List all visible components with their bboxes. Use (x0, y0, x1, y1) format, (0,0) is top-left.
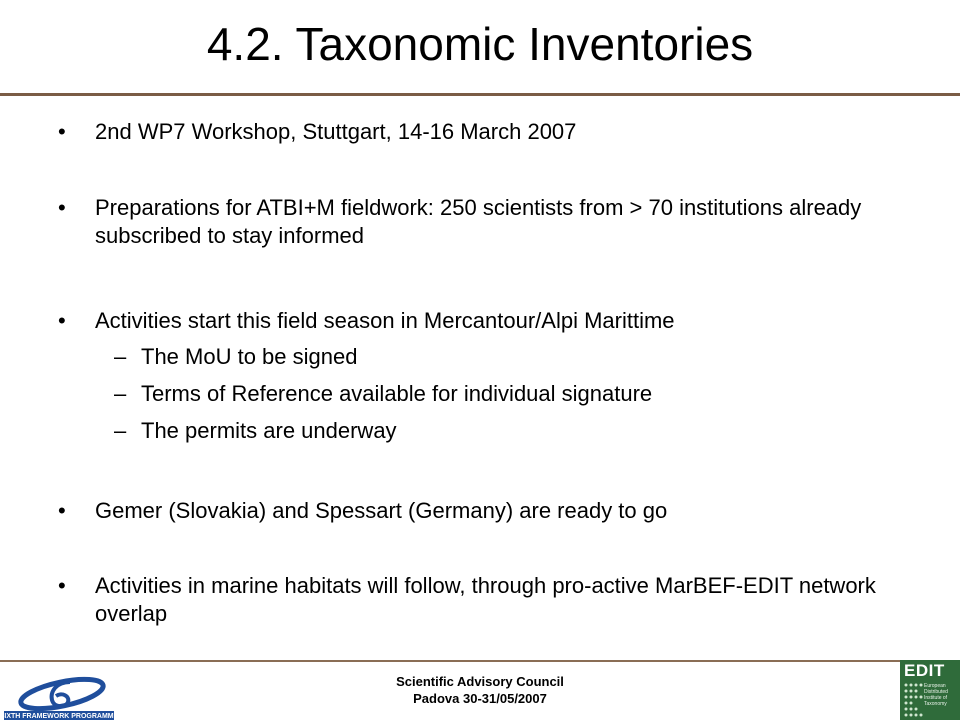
edit-line: Taxonomy (924, 701, 947, 707)
bullet-glyph: • (58, 195, 66, 220)
bullet-glyph: • (58, 573, 66, 598)
footer-divider (0, 660, 960, 662)
edit-line: Distributed (924, 689, 948, 695)
bullet-text: Preparations for ATBI+M fieldwork: 250 scientists from > 70 institutions already subscribed to stay informed (95, 195, 862, 248)
edit-logo-subtitle (924, 683, 959, 707)
footer-line-1: Scientific Advisory Council (396, 674, 564, 689)
sub-bullet-text: Terms of Reference available for individual signature (141, 381, 653, 406)
bullet-text: 2nd WP7 Workshop, Stuttgart, 14-16 March 2007 (95, 119, 577, 144)
edit-line: Institute of (924, 695, 948, 701)
edit-line: European (924, 683, 946, 689)
title-divider (0, 93, 960, 96)
bullet-glyph: • (58, 498, 66, 523)
sub-bullet-text: The MoU to be signed (141, 344, 358, 369)
bullet-text: Activities start this field season in Mercantour/Alpi Marittime (95, 308, 675, 333)
bullet-glyph: • (58, 308, 66, 333)
svg-text:SIXTH FRAMEWORK PROGRAMME: SIXTH FRAMEWORK PROGRAMME (4, 713, 114, 720)
edit-logo-icon (900, 660, 960, 720)
dash-glyph: – (114, 381, 127, 406)
footer (0, 673, 960, 707)
bullet-text: Activities in marine habitats will follow, through pro-active MarBEF-EDIT network overlap (95, 573, 876, 626)
dot-grid-icon (903, 682, 923, 718)
bullet-glyph: • (58, 119, 66, 144)
sub-bullet-text: The permits are underway (141, 418, 397, 443)
bullet-text: Gemer (Slovakia) and Spessart (Germany) are ready to go (95, 498, 668, 523)
dash-glyph: – (114, 344, 127, 369)
edit-logo-text: EDIT (904, 661, 945, 680)
dash-glyph: – (114, 418, 127, 443)
slide-title: 4.2. Taxonomic Inventories (206, 18, 754, 70)
footer-line-2: Padova 30-31/05/2007 (413, 691, 547, 706)
